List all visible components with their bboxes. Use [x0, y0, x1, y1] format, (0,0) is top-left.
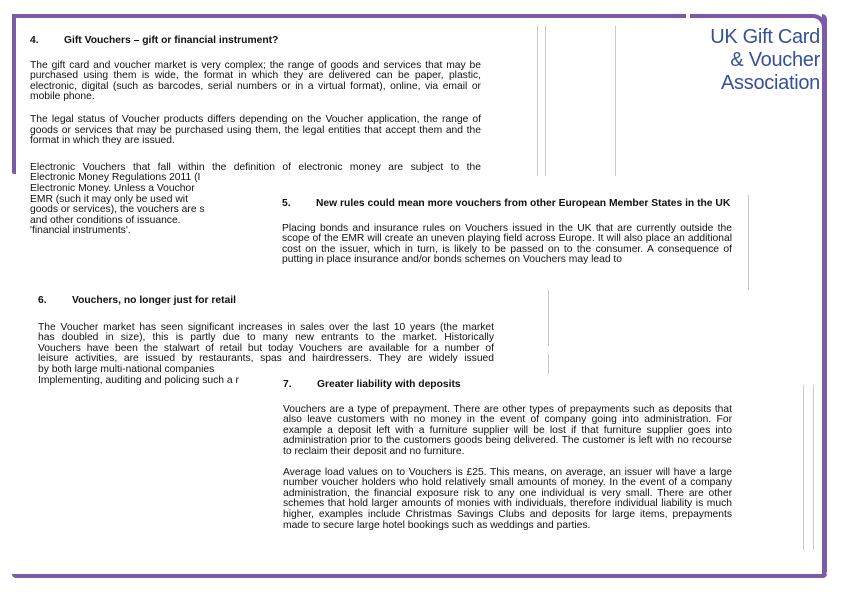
- page-edge-line: [548, 354, 549, 374]
- section-4-p3-line: Electronic Money. Unless a Vouchor: [30, 182, 195, 194]
- frame-left-border: [12, 14, 16, 174]
- page-edge-line: [748, 195, 749, 290]
- section-7-title: Greater liability with deposits: [317, 379, 461, 390]
- section-4-p3-line: Electronic Money Regulations 2011 (I: [30, 172, 201, 184]
- section-4-p3-line: 'financial instruments'.: [30, 225, 131, 237]
- logo-line-2: & Voucher: [730, 49, 820, 71]
- section-5-title: New rules could mean more vouchers from other European Member States in the UK: [316, 198, 731, 209]
- section-7-paragraph-2: Average load values on to Vouchers is £25. This means, on average, an issuer will have a large number voucher holders who hold relatively small amounts of money. In the event of a company administration, the financial exposure risk to any one individual is very small. There are other schemes that hold larger amounts of monies with individuals, therefore individual liability is much higher, examples include Christmas Savings Clubs and deposits for large items, prepayments made to secure large hotel bookings such as weddings and parties.: [283, 466, 732, 531]
- page-edge-line: [545, 26, 546, 176]
- section-7-heading: [283, 380, 732, 391]
- section-4-number: 4.: [30, 35, 39, 46]
- section-6-line: by both large multi-national companies: [38, 363, 215, 375]
- section-6-line: Vouchers have been the stalwart of retail but today Vouchers are available for a number of: [38, 342, 494, 354]
- section-5-panel: [222, 193, 742, 289]
- frame-top-border: [12, 14, 686, 18]
- logo-line-3: Association: [721, 72, 820, 94]
- section-4-heading: [30, 36, 481, 47]
- section-6-line: has doubled in size), this is partly due to many new entrants to the market. Historically: [38, 332, 494, 344]
- logo-line-1: UK Gift Card: [710, 26, 820, 48]
- section-5-number: 5.: [282, 198, 291, 209]
- section-4-title: Gift Vouchers – gift or financial instrument?: [64, 35, 279, 46]
- section-7-number: 7.: [283, 379, 292, 390]
- section-4-p3-line: goods or services), the vouchers are s: [30, 204, 205, 216]
- page-edge-line: [537, 26, 538, 176]
- page-edge-line: [615, 26, 616, 176]
- frame-bottom-border: [12, 574, 827, 578]
- section-4-paragraph-1: The gift card and voucher market is very complex; the range of goods and services that may be purchased using them is wide, the format in which they are delivered can be paper, plastic, electronic, digital (such as barcodes, serial numbers or in a virtual format), online, via email or mobile phone.: [30, 59, 481, 103]
- section-7-panel: [256, 374, 736, 550]
- section-4-p3-line: EMR (such it may only be used wit: [30, 193, 188, 205]
- section-5-paragraph: Placing bonds and insurance rules on Vouchers issued in the UK that are currently outside the scope of the EMR will create an uneven playing field across Europe. It will also place an additional cost on the issuer, which in turn, is likely to be passed on to the consumer. A consequence of putting in place insurance and/or bonds schemes on Vouchers may lead to: [282, 222, 732, 266]
- section-6-heading: [38, 296, 494, 307]
- section-4-paragraph-2: The legal status of Voucher products differs depending on the Voucher application, the range of goods or services that may be purchased using them, the legal entities that accept them and the format in which they are issued.: [30, 113, 481, 147]
- page-edge-line: [813, 385, 814, 550]
- section-6-number: 6.: [38, 295, 47, 306]
- section-6-line: leisure activities, are issued by restaurants, spas and hairdressers. They are widely issued: [38, 353, 494, 365]
- section-4-p3-line: Electronic Vouchers that fall within the definition of electronic money are subject to the: [30, 161, 481, 173]
- frame-right-border: [822, 14, 827, 576]
- section-7-paragraph-1: Vouchers are a type of prepayment. There are other types of prepayments such as deposits that also leave customers with no money in the event of company going into administration. For example a deposit left with a furniture supplier will be lost if that furniture supplier goes into administration prior to the customers goods being delivered. The customer is left with no recourse to reclaim their deposit and no furniture.: [283, 403, 732, 457]
- section-6-line: The Voucher market has seen significant increases in sales over the last 10 years (the market: [38, 321, 494, 333]
- ukgcva-logo: [690, 26, 820, 95]
- page-edge-line: [548, 290, 549, 346]
- section-6-title: Vouchers, no longer just for retail: [72, 295, 237, 306]
- section-5-heading: [282, 199, 732, 210]
- section-4-p3-line: and other conditions of issuance.: [30, 214, 181, 226]
- section-6-line: Implementing, auditing and policing such a r: [38, 374, 239, 386]
- page-edge-line: [803, 385, 804, 550]
